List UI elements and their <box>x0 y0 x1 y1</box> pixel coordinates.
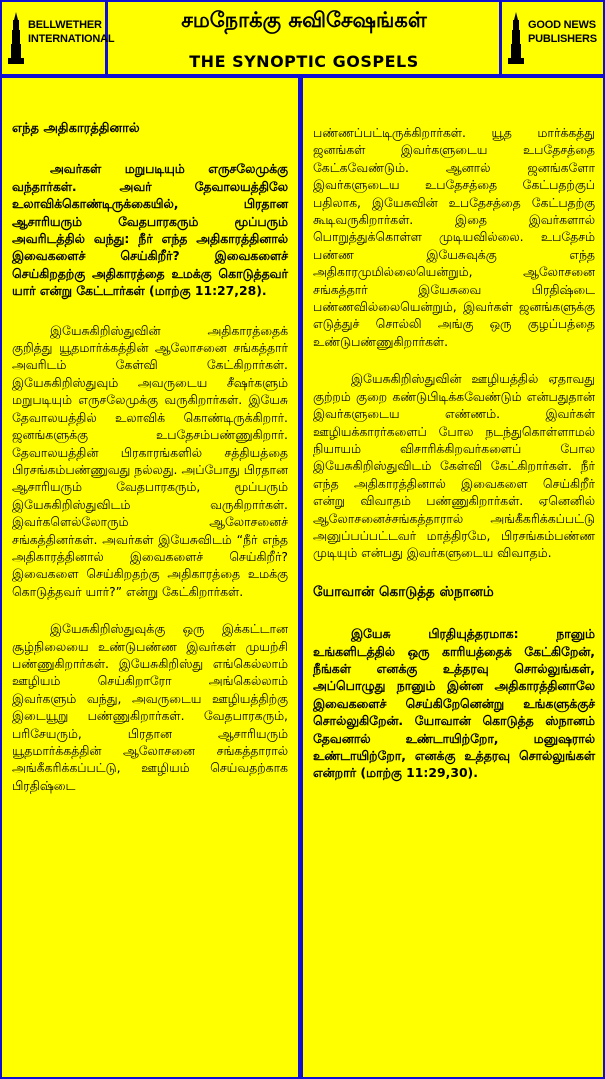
right-logo-text <box>528 18 597 46</box>
bell-tower-icon <box>8 12 24 64</box>
scripture-quote-mark-11-29: இயேசு பிரதியுத்தரமாக: நானும் உங்களிடத்தில் ஒரு காரியத்தைக் கேட்கிறேன், நீங்கள் எனக்கு உத்தரவு சொல்லுங்கள், அப்பொழுது நானும் இன்ன அதிகாரத்தினாலே இவைகளைச் செய்கிறேனென்று உங்களுக்குச் சொல்லுகிறேன். யோவான் கொடுத்த ஸ்நானம் தேவனால் உண்டாயிற்றோ, மனுஷரால் உண்டாயிற்றோ, எனக்கு உத்தரவு சொல்லுங்கள் என்றார் (மாற்கு 11:29,30). <box>313 626 595 781</box>
right-logo-line2: PUBLISHERS <box>528 33 597 45</box>
body-paragraph: இயேசுகிறிஸ்துவின் ஊழியத்தில் ஏதாவது குற்றம் குறை கண்டுபிடிக்கவேண்டும் என்பதுதான் இவர்களுடைய எண்ணம். இவர்கள் ஊழியக்காரர்களைப் போல நடந்துகொள்ளாமல் நியாயம் விசாரிக்கிறவர்களைப் போல இயேசுகிறிஸ்துவிடம் கேள்வி கேட்கிறார்கள். நீர் எந்த அதிகாரத்தினால் இவைகளை செய்கிறீர் என்று விவாதம் பண்ணுகிறார்கள். ஏனெனில் ஆலோசனைச்சங்கத்தாரால் அங்கீகரிக்கப்பட்டு அனுப்பப்பட்டவர் மாத்திரமே, பிரசங்கம்பண்ண முடியும் என்பது இவர்களுடைய விவாதம். <box>313 371 595 561</box>
left-logo-line2: INTERNATIONAL <box>28 33 115 45</box>
left-logo-text <box>28 18 114 46</box>
page-header <box>0 0 605 78</box>
good-news-logo <box>499 2 603 76</box>
body-paragraph: இயேசுகிறிஸ்துவுக்கு ஒரு இக்கட்டான சூழ்நிலையை உண்டுபண்ண இவர்கள் முயற்சி பண்ணுகிறார்கள். இயேசுகிறிஸ்து எங்கெல்லாம் ஊழியம் செய்கிறாரோ அங்கெல்லாம் இவர்களும் வந்து, அவருடைய ஊழியத்திற்கு இடையூறு பண்ணுகிறார்கள். வேதபாரகரும், பரிசேயரும், பிரதான ஆசாரியரும் யூதமார்க்கத்தின் ஆலோசனை சங்கத்தாரால் அங்கீகரிக்கப்பட்டு, ஊழியம் செய்வதற்காக பிரதிஷ்டை <box>12 621 288 793</box>
bell-tower-icon <box>508 12 524 64</box>
body-paragraph: இயேசுகிறிஸ்துவின் அதிகாரத்தைக் குறித்து யூதமார்க்கத்தின் ஆலோசனை சங்கத்தார் அவரிடம் கேள்வி கேட்கிறார்கள். இயேசுகிறிஸ்துவும் அவருடைய சீஷர்களும் மறுபடியும் எருசலேமுக்கு வருகிறார்கள். இயேசு தேவாலயத்தில் உலாவிக் கொண்டிருக்கிறார். ஜனங்களுக்கு உபதேசம்பண்ணுகிறார். தேவாலயத்தின் பிரகாரங்களில் சத்தியத்தை பிரசங்கம்பண்ணுவது நல்லது. அப்போது பிரதான ஆசாரியரும் வேதபாரகரும், மூப்பரும் இயேசுகிறிஸ்துவிடம் வருகிறார்கள். இவர்களெல்லோரும் ஆலோசனைச் சங்கத்தினர்கள். அவர்கள் இயேசுவிடம் “நீர் எந்த அதிகாரத்தினால் இவைகளைச் செய்கிறீர்? இவைகளை செய்கிறதற்கு அதிகாரத்தை உமக்கு கொடுத்தவர் யார்?” என்று கேட்கிறார்கள். <box>12 322 288 599</box>
section-heading-john-baptism: யோவான் கொடுத்த ஸ்நானம் <box>313 583 494 600</box>
left-column <box>12 120 288 814</box>
bellwether-logo <box>2 2 115 76</box>
right-column <box>313 124 595 804</box>
scripture-quote-mark-11-27: அவர்கள் மறுபடியும் எருசலேமுக்கு வந்தார்கள். அவர் தேவாலயத்திலே உலாவிக்கொண்டிருக்கையில், பிரதான ஆசாரியரும் வேதபாரகரும் மூப்பரும் அவரிடத்தில் வந்து: நீர் எந்த அதிகாரத்தினால் இவைகளைச் செய்கிறீர்? இவைகளைச் செய்கிறதற்கு அதிகாரத்தை உமக்கு கொடுத்தவர் யார் என்று கேட்டார்கள் (மாற்கு 11:27,28). <box>12 161 288 299</box>
page-title-english: THE SYNOPTIC GOSPELS <box>189 52 419 71</box>
column-divider <box>298 76 303 1079</box>
left-logo-line1: BELLWETHER <box>28 19 102 31</box>
body-paragraph-continued: பண்ணப்பட்டிருக்கிறார்கள். யூத மார்க்கத்து ஜனங்கள் இவர்களுடைய உபதேசத்தை கேட்கவேண்டும். ஆனால் ஜனங்களோ இவர்களுடைய உபதேசத்தை கேட்பதற்குப் பதிலாக, இயேசுவின் உபதேசத்தை கேட்பதற்கு கூடிவருகிறார்கள். இதை இவர்களால் பொறுத்துக்கொள்ள முடியவில்லை. உபதேசம் பண்ண இயேசுவுக்கு எந்த அதிகாரமுமில்லையென்றும், ஆலோசனை சங்கத்தார் இயேசுவை பிரதிஷ்டை பண்ணவில்லையென்றும், இவர்கள் ஜனங்களுக்கு எடுத்துச் சொல்லி அங்கு ஒரு குழப்பத்தை உண்டுபண்ணுகிறார்கள். <box>313 125 595 349</box>
section-heading-authority: எந்த அதிகாரத்தினால் <box>12 121 140 136</box>
right-logo-line1: GOOD NEWS <box>528 19 596 31</box>
page-title-tamil: சமநோக்கு சுவிசேஷங்கள் <box>181 8 427 32</box>
